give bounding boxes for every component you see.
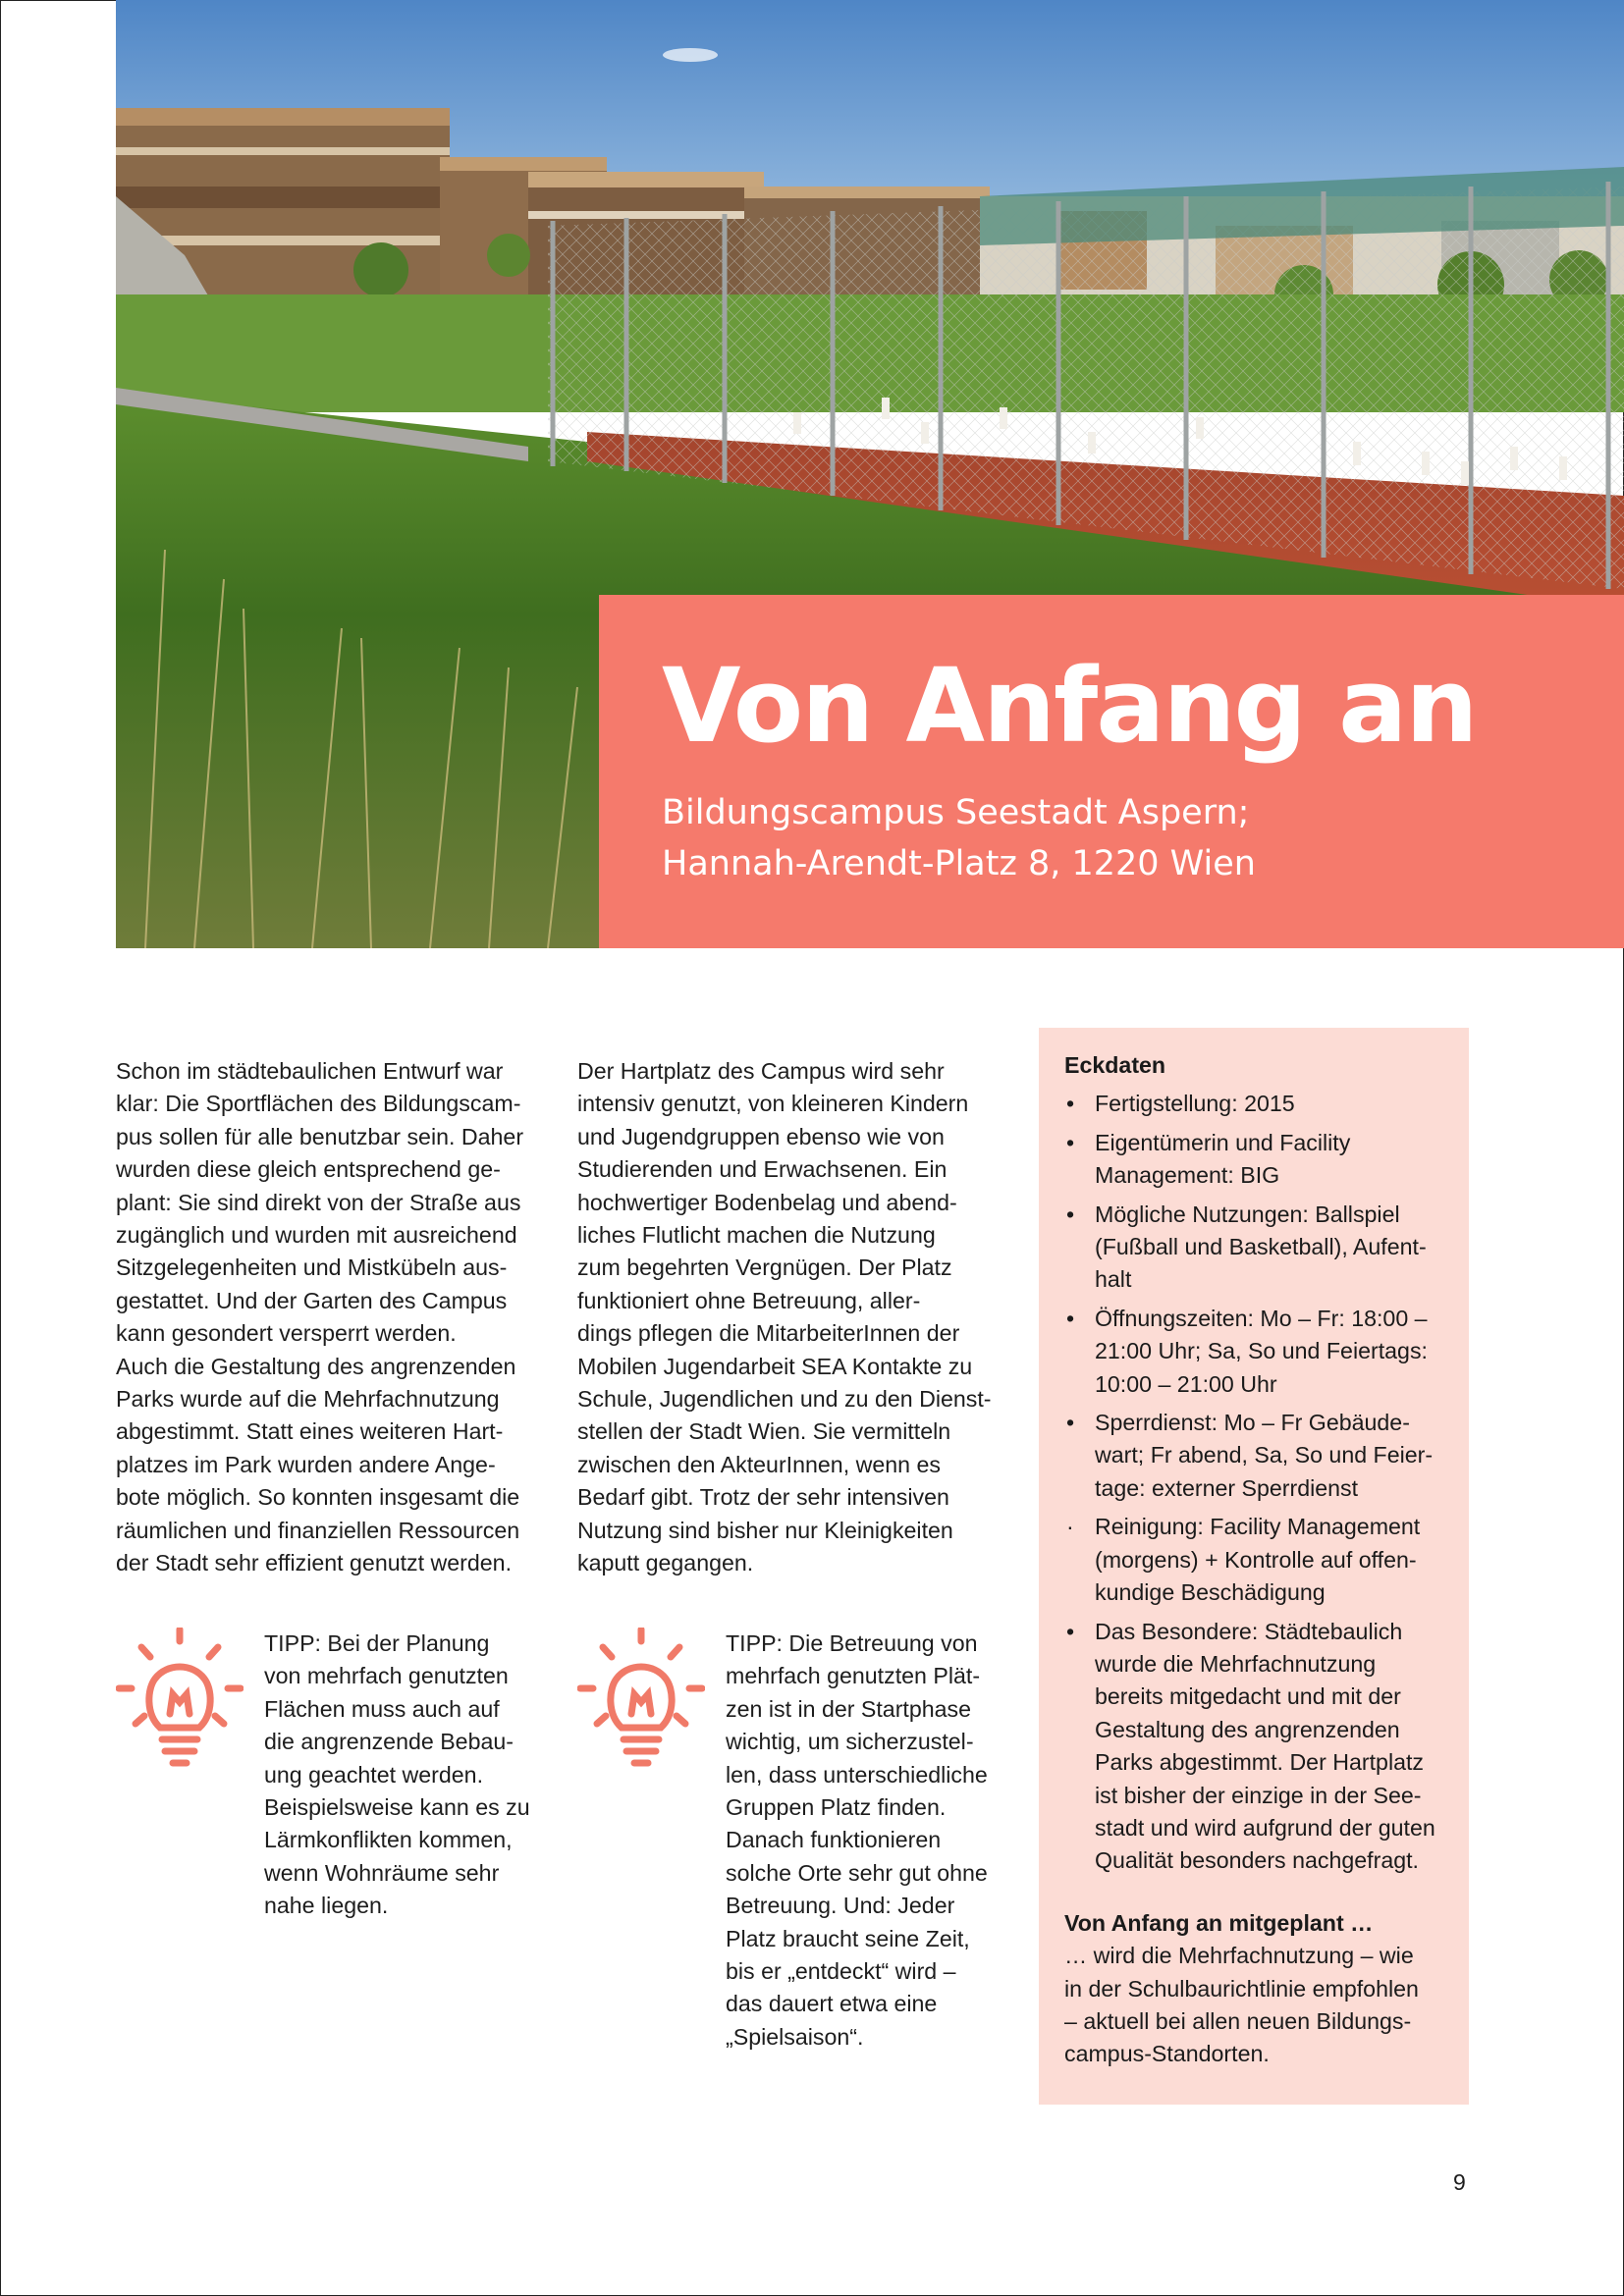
text-line: ist bisher der einzige in der See- [1095,1782,1422,1808]
text-line: ung geachtet werden. [264,1761,484,1788]
text-line: Eigentümerin und Facility [1095,1129,1351,1155]
text-line: halt [1095,1266,1132,1293]
text-line: Gruppen Platz finden. [726,1794,947,1821]
text-line: Bedarf gibt. Trotz der sehr intensiven [577,1484,949,1511]
text-line: funktioniert ohne Betreuung, aller- [577,1287,921,1313]
text-line: die angrenzende Bebau- [264,1729,514,1755]
facts-heading: Eckdaten [1064,1052,1166,1078]
text-line: der Stadt sehr effizient genutzt werden. [116,1550,513,1576]
text-line: Auch die Gestaltung des angrenzenden [116,1353,516,1379]
list-item [1064,1199,1443,1297]
text-line: Platz braucht seine Zeit, [726,1925,970,1951]
list-item [1064,1127,1443,1193]
lightbulb-icon [116,1628,244,1775]
text-line: Das Besondere: Städtebaulich [1095,1618,1403,1644]
tip-text [726,1628,988,2054]
text-line: Gestaltung des angrenzenden [1095,1716,1400,1742]
text-line: das dauert etwa eine [726,1991,938,2017]
bullet: · [1066,1514,1074,1540]
text-line: Sitzgelegenheiten und Mistkübeln aus- [116,1255,508,1281]
text-line: und Jugendgruppen ebenso wie von [577,1123,945,1149]
bullet: • [1066,1091,1075,1117]
list-item [1064,1407,1443,1505]
text-line: 10:00 – 21:00 Uhr [1095,1370,1277,1397]
text-line: Danach funktionieren [726,1827,942,1853]
text-line: plant: Sie sind direkt von der Straße aus [116,1189,521,1215]
text-line: von mehrfach genutzten [264,1663,509,1689]
text-line: solche Orte sehr gut ohne [726,1859,988,1886]
text-line: Der Hartplatz des Campus wird sehr [577,1058,945,1084]
text-line: in der Schulbaurichtlinie empfohlen [1064,1975,1419,2002]
list-item [1064,1303,1443,1401]
text-line: nahe liegen. [264,1893,389,1919]
text-line: bereits mitgedacht und mit der [1095,1683,1401,1710]
text-line: zugänglich und wurden mit ausreichend [116,1222,517,1249]
text-line: bote möglich. So konnten insgesamt die [116,1484,520,1511]
subtitle-line: Bildungscampus Seestadt Aspern; [662,793,1250,832]
text-line: Reinigung: Facility Management [1095,1514,1421,1540]
text-line: liches Flutlicht machen die Nutzung [577,1222,936,1249]
text-line: mehrfach genutzten Plät- [726,1663,981,1689]
text-line: Betreuung. Und: Jeder [726,1893,955,1919]
bullet: • [1066,1305,1075,1331]
text-line: zwischen den AkteurInnen, wenn es [577,1451,941,1477]
text-line: wenn Wohnräume sehr [264,1859,500,1886]
text-line: klar: Die Sportflächen des Bildungscam- [116,1091,521,1117]
facts-subsection [1064,1907,1443,2071]
text-line: bis er „entdeckt“ wird – [726,1958,956,1985]
text-line: Management: BIG [1095,1162,1280,1189]
text-line: campus-Standorten. [1064,2041,1270,2067]
facts-subheading: Von Anfang an mitgeplant … [1064,1909,1374,1936]
facts-list [1064,1088,1443,1877]
text-line: (Fußball und Basketball), Aufent- [1095,1234,1427,1260]
text-line: kundige Beschädigung [1095,1579,1326,1606]
subtitle-line: Hannah-Arendt-Platz 8, 1220 Wien [662,844,1256,883]
text-line: tage: externer Sperrdienst [1095,1474,1359,1501]
text-line: stellen der Stadt Wien. Sie vermitteln [577,1418,951,1445]
subtitle [662,787,1624,889]
facts-box [1039,1028,1469,2105]
text-line: wichtig, um sicherzustel- [726,1729,974,1755]
text-line: Studierenden und Erwachsenen. Ein [577,1156,947,1183]
bullet: • [1066,1201,1075,1227]
text-line: TIPP: Bei der Planung [264,1630,490,1656]
text-line: wart; Fr abend, Sa, So und Feier- [1095,1442,1434,1468]
text-line: (morgens) + Kontrolle auf offen- [1095,1546,1417,1573]
text-line: kann gesondert versperrt werden. [116,1320,457,1347]
bullet: • [1066,1618,1075,1644]
list-item [1064,1616,1443,1878]
text-line: Beispielsweise kann es zu [264,1794,530,1821]
text-line: Fertigstellung: 2015 [1095,1091,1295,1117]
text-line: platzes im Park wurden andere Ange- [116,1451,496,1477]
text-line: Lärmkonflikten kommen, [264,1827,513,1853]
text-line: „Spielsaison“. [726,2023,864,2050]
body-column-left [116,1055,548,1580]
text-line: Mobilen Jugendarbeit SEA Kontakte zu [577,1353,973,1379]
bullet: • [1066,1129,1075,1155]
text-line: … wird die Mehrfachnutzung – wie [1064,1943,1414,1969]
text-line: wurden diese gleich entsprechend ge- [116,1156,501,1183]
text-line: kaputt gegangen. [577,1550,754,1576]
text-line: räumlichen und finanziellen Ressourcen [116,1517,520,1543]
text-line: Schule, Jugendlichen und zu den Dienst- [577,1386,992,1413]
text-line: Parks wurde auf die Mehrfachnutzung [116,1386,500,1413]
text-line: Nutzung sind bisher nur Kleinigkeiten [577,1517,953,1543]
text-line: Mögliche Nutzungen: Ballspiel [1095,1201,1400,1227]
lightbulb-icon [577,1628,705,1775]
text-line: len, dass unterschiedliche [726,1761,988,1788]
text-line: stadt und wird aufgrund der guten [1095,1814,1435,1841]
text-line: zen ist in der Startphase [726,1695,972,1722]
title-panel [599,595,1624,948]
body-column-middle [577,1055,1009,1580]
text-line: TIPP: Die Betreuung von [726,1630,978,1656]
text-line: Parks abgestimmt. Der Hartplatz [1095,1749,1425,1776]
text-line: Qualität besonders nachgefragt. [1095,1847,1419,1874]
text-line: pus sollen für alle benutzbar sein. Daher [116,1123,524,1149]
text-line: abgestimmt. Statt eines weiteren Hart- [116,1418,504,1445]
tip-text [264,1628,530,1923]
text-line: Sperrdienst: Mo – Fr Gebäude- [1095,1410,1410,1436]
text-line: Öffnungszeiten: Mo – Fr: 18:00 – [1095,1305,1428,1331]
text-line: Flächen muss auch auf [264,1695,500,1722]
text-line: 21:00 Uhr; Sa, So und Feiertags: [1095,1338,1428,1364]
page-number: 9 [1453,2169,1466,2195]
list-item [1064,1511,1443,1609]
list-item [1064,1088,1443,1120]
text-line: wurde die Mehrfachnutzung [1095,1650,1377,1677]
text-line: zum begehrten Vergnügen. Der Platz [577,1255,952,1281]
bullet: • [1066,1410,1075,1436]
page-title: Von Anfang an [662,646,1477,766]
text-line: intensiv genutzt, von kleineren Kindern [577,1091,969,1117]
text-line: dings pflegen die MitarbeiterInnen der [577,1320,960,1347]
text-line: – aktuell bei allen neuen Bildungs- [1064,2007,1412,2034]
text-line: Schon im städtebaulichen Entwurf war [116,1058,504,1084]
text-line: gestattet. Und der Garten des Campus [116,1287,508,1313]
text-line: hochwertiger Bodenbelag und abend- [577,1189,957,1215]
